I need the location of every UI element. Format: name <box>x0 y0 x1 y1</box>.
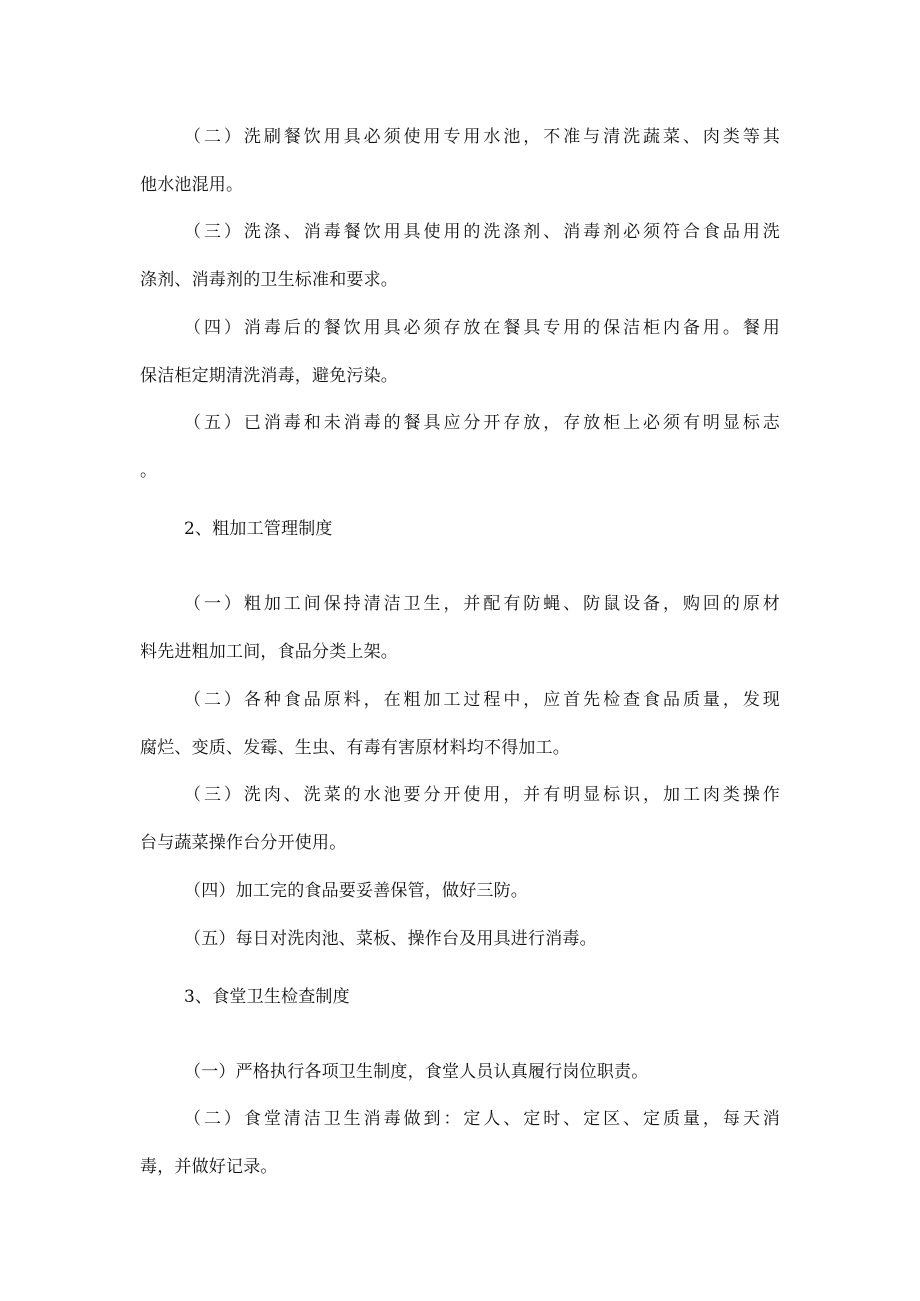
paragraph-line: 保洁柜定期清洗消毒，避免污染。 <box>140 366 398 386</box>
section-heading: 3、食堂卫生检查制度 <box>184 987 350 1007</box>
paragraph-line: （二）洗刷餐饮用具必须使用专用水池，不准与清洗蔬菜、肉类等其 <box>184 127 780 147</box>
paragraph-line: （一）粗加工间保持清洁卫生，并配有防蝇、防鼠设备，购回的原材 <box>184 594 780 614</box>
paragraph-line: （四）加工完的食品要妥善保管，做好三防。 <box>184 881 528 901</box>
paragraph-line: 他水池混用。 <box>140 175 244 195</box>
paragraph-line: （三）洗涤、消毒餐饮用具使用的洗涤剂、消毒剂必须符合食品用洗 <box>184 222 780 242</box>
paragraph-line: （五）已消毒和未消毒的餐具应分开存放，存放柜上必须有明显标志 <box>184 413 780 433</box>
section-heading: 2、粗加工管理制度 <box>184 519 333 539</box>
paragraph-line: 毒，并做好记录。 <box>140 1157 278 1177</box>
paragraph-line: 。 <box>140 461 158 481</box>
paragraph-line: （二）食堂清洁卫生消毒做到：定人、定时、定区、定质量，每天消 <box>184 1109 780 1129</box>
paragraph-line: （一）严格执行各项卫生制度，食堂人员认真履行岗位职责。 <box>184 1062 649 1082</box>
paragraph-line: （五）每日对洗肉池、菜板、操作台及用具进行消毒。 <box>184 929 597 949</box>
paragraph-line: （三）洗肉、洗菜的水池要分开使用，并有明显标识，加工肉类操作 <box>184 785 780 805</box>
paragraph-line: 台与蔬菜操作台分开使用。 <box>140 833 347 853</box>
paragraph-line: 腐烂、变质、发霉、生虫、有毒有害原材料均不得加工。 <box>140 738 570 758</box>
paragraph-line: 料先进粗加工间，食品分类上架。 <box>140 642 398 662</box>
paragraph-line: （二）各种食品原料，在粗加工过程中，应首先检查食品质量，发现 <box>184 690 780 710</box>
paragraph-line: （四）消毒后的餐饮用具必须存放在餐具专用的保洁柜内备用。餐用 <box>184 318 780 338</box>
paragraph-line: 涤剂、消毒剂的卫生标准和要求。 <box>140 270 398 290</box>
